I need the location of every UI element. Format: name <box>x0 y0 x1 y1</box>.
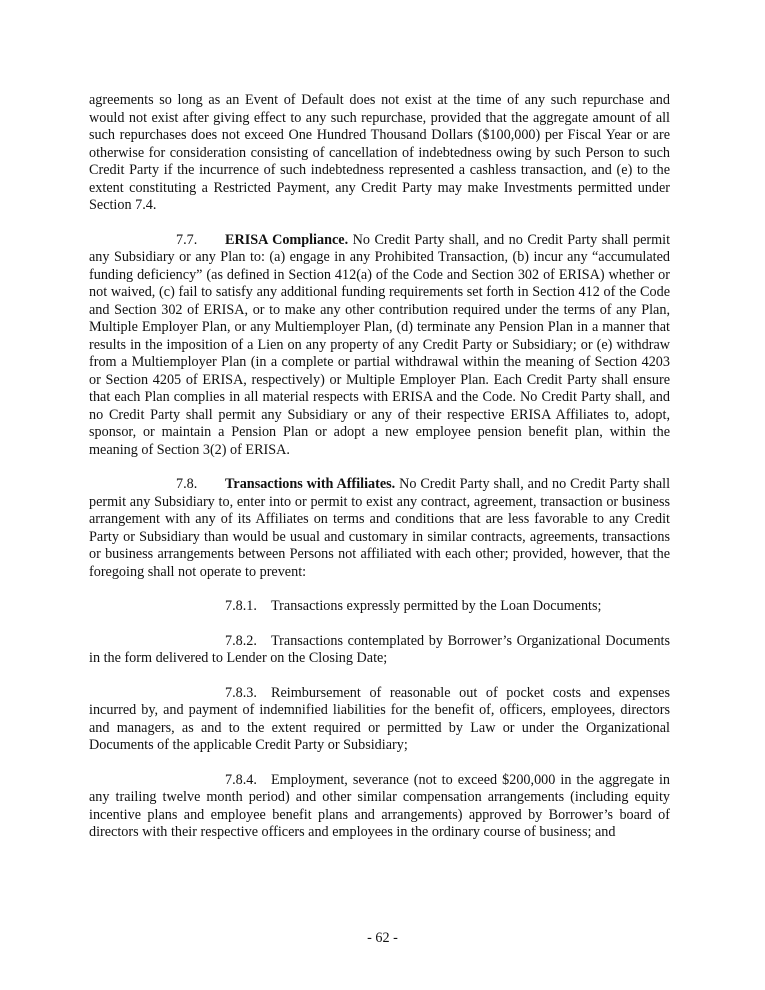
section-body: No Credit Party shall, and no Credit Party shall permit any Subsidiary to, enter into or permit to exist any contract, agreement, transaction or business arrangement with any of its Affiliates on terms and conditions that are less favorable to any Credit Party or Subsidiary than would be usual and customary in similar contracts, agreements, transactions or business arrangements between Persons not affiliated with each other; provided, however, that the foregoing shall not operate to prevent: <box>89 476 671 580</box>
section-7-7 <box>89 232 670 460</box>
page-number: - 62 - <box>367 930 398 946</box>
section-heading: ERISA Compliance. <box>225 231 349 248</box>
subsection-body: Employment, severance (not to exceed $200,000 in the aggregate in any trailing twelve month period) and other similar compensation arrangements (including equity incentive plans and employee benefit plans and arrangements) approved by Borrower’s board of directors with their respective officers and employees in the ordinary course of business; and <box>89 771 670 840</box>
document-page <box>89 92 670 859</box>
section-7-8 <box>89 476 670 581</box>
subsection-body: Reimbursement of reasonable out of pocket costs and expenses incurred by, and payment of indemnified liabilities for the benefit of, officers, employees, directors and managers, as and to the extent required or permitted by Law or under the Organizational Documents of the applicable Credit Party or Subsidiary; <box>89 684 670 753</box>
section-number: 7.8. <box>176 476 198 492</box>
paragraph-continuation: agreements so long as an Event of Default does not exist at the time of any such repurchase and would not exist after giving effect to any such repurchase, provided that the aggregate amount of all such repurchases does not exceed One Hundred Thousand Dollars ($100,000) per Fiscal Year or are otherwise for consideration consisting of cancellation of indebtedness owing by such Person to such Credit Party if the incurrence of such indebtedness represented a cashless transaction, and (e) to the extent constituting a Restricted Payment, any Credit Party may make Investments permitted under Section 7.4. <box>89 92 670 213</box>
section-number: 7.7. <box>176 231 198 248</box>
subsection-number: 7.8.1. <box>225 598 257 614</box>
subsection-body: Transactions contemplated by Borrower’s Organizational Documents in the form delivered to Lender on the Closing Date; <box>89 632 670 666</box>
section-body: No Credit Party shall, and no Credit Party shall permit any Subsidiary or any Plan to: (a) engage in any Prohibited Transaction, (b) incur any “accumulated funding deficiency” (as defined in Section 412(a) of the Code and Section 302 of ERISA) whether or not waived, (c) fail to satisfy any additional funding requirements set forth in Section 412 of the Code and Section 302 of ERISA, or to make any other contribution required under the terms of any Plan, Multiple Employer Plan, or any Multiemployer Plan, (d) terminate any Pension Plan in a manner that results in the imposition of a Lien on any property of any Credit Party or Subsidiary; or (e) withdraw from a Multiemployer Plan (in a complete or partial withdrawal within the meaning of Section 4203 or Section 4205 of ERISA, respectively) or Multiple Employer Plan. Each Credit Party shall ensure that each Plan complies in all material respects with ERISA and the Code. No Credit Party shall, and no Credit Party shall permit any Subsidiary or any of their respective ERISA Affiliates to, adopt, sponsor, or maintain a Pension Plan or adopt a new employee pension benefit plan, within the meaning of Section 3(2) of ERISA. <box>89 231 671 458</box>
subsection-7-8-2 <box>89 633 670 668</box>
section-heading: Transactions with Affiliates. <box>225 476 396 492</box>
subsection-7-8-3 <box>89 685 670 755</box>
subsection-7-8-4 <box>89 772 670 842</box>
subsection-number: 7.8.4. <box>225 771 257 788</box>
subsection-number: 7.8.2. <box>225 632 257 649</box>
subsection-body: Transactions expressly permitted by the Loan Documents; <box>271 598 602 614</box>
subsection-number: 7.8.3. <box>225 684 257 701</box>
subsection-7-8-1 <box>89 598 670 616</box>
